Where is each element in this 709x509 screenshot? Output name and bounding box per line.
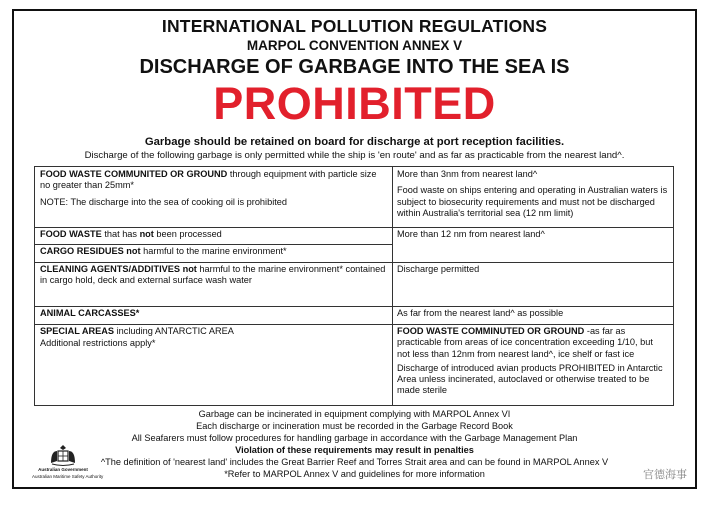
row-food-comminuted-left: FOOD WASTE COMMUNITED OR GROUND through equipment with particle size no greater than 25mm* NOTE: The discharge into the sea of cooking oil is prohibited [35, 167, 392, 227]
row-food-waste-left: FOOD WASTE that has not been processed [40, 229, 222, 239]
row-food-comminuted-right: More than 3nm from nearest land^ Food waste on ships entering and operating in Australian waters is subject to biosecurity requirements and must not be discharged within Australia's territorial sea (12 nm limit) [397, 169, 668, 218]
row-animal-carcasses-left: ANIMAL CARCASSES* [40, 308, 140, 318]
discharge-table [34, 166, 674, 406]
row-special-areas-right: FOOD WASTE COMMINUTED OR GROUND -as far as practicable from areas of ice concentration exceeding 1/10, but not less than 12nm from nearest land^, ice shelf or fast ice Discharge of introduced avian products PROHIBITED in Antarctic Area unless incinerated, autoclaved or otherwise treated to be made sterile [397, 326, 663, 396]
logo-amsa-text: Australian Maritime Safety Authority [32, 474, 104, 479]
footer-incineration: Garbage can be incinerated in equipment complying with MARPOL Annex VI [198, 409, 511, 419]
footer-nearest-land-def: ^The definition of 'nearest land' includes the Great Barrier Reef and Torres Strait area and can be found in MARPOL Annex V [100, 457, 609, 467]
title-prohibited: PROHIBITED [213, 78, 496, 129]
cooking-oil-note: NOTE: The discharge into the sea of cooking oil is prohibited [40, 196, 288, 207]
footer-penalties: Violation of these requirements may result in penalties [235, 445, 474, 455]
row-12nm-right: More than 12 nm from nearest land^ [397, 229, 545, 239]
footer-record-book: Each discharge or incineration must be recorded in the Garbage Record Book [196, 421, 513, 431]
row-special-areas-left: SPECIAL AREAS including ANTARCTIC AREA Additional restrictions apply* [40, 326, 234, 349]
footer-refer-marpol: *Refer to MARPOL Annex V and guidelines for more information [224, 469, 485, 479]
intro-retain: Garbage should be retained on board for discharge at port reception facilities. [144, 136, 565, 148]
government-logo [32, 443, 104, 487]
intro-discharge: Discharge of the following garbage is only permitted while the ship is 'en route' and as far as practicable from the nearest land^. [84, 150, 625, 161]
row-animal-carcasses-right: As far from the nearest land^ as possible [397, 308, 564, 318]
row-cleaning-agents-left: CLEANING AGENTS/ADDITIVES not harmful to the marine environment* contained in cargo hold, deck and external surface wash water [40, 264, 386, 286]
logo-gov-text: Australian Government [38, 467, 88, 472]
title-regulations: INTERNATIONAL POLLUTION REGULATIONS [161, 16, 548, 36]
row-cargo-residues-left: CARGO RESIDUES not harmful to the marine environment* [40, 246, 287, 256]
subtitle-convention: MARPOL CONVENTION ANNEX V [246, 38, 463, 53]
watermark: 官德海事 [643, 469, 687, 481]
title-discharge: DISCHARGE OF GARBAGE INTO THE SEA IS [139, 56, 570, 78]
coat-of-arms-icon [43, 443, 83, 467]
regulation-poster [12, 9, 697, 489]
footer-procedures: All Seafarers must follow procedures for handling garbage in accordance with the Garbage Management Plan [131, 433, 578, 443]
row-cleaning-agents-right: Discharge permitted [397, 264, 480, 274]
biosecurity-note: Food waste on ships entering and operating in Australian waters is subject to biosecurity requirements and must not be discharged within Australia's territorial sea (12 nm limit) [397, 185, 668, 218]
